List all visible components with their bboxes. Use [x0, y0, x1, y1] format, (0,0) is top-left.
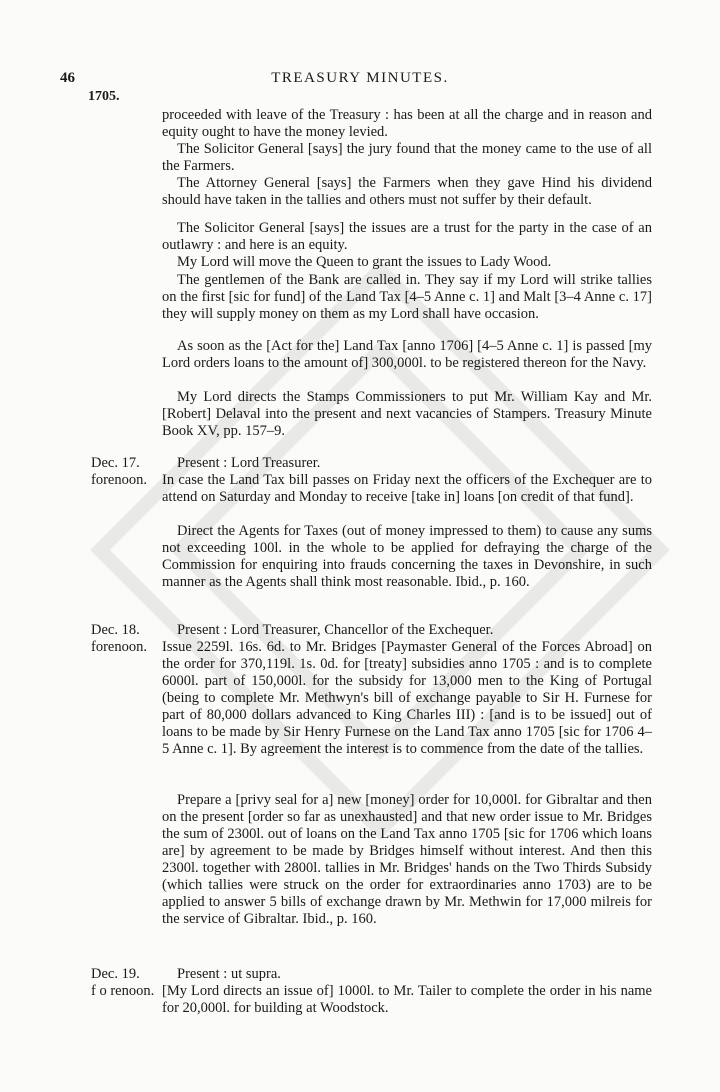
present-heading: Present : Lord Treasurer, Chancellor of the Exchequer. — [177, 622, 494, 638]
paragraph-2: The Solicitor General [says] the jury found that the money came to the use of all the Farmers. — [162, 141, 652, 174]
year-label: 1705. — [88, 89, 120, 104]
paragraph-10: Direct the Agents for Taxes (out of money impressed to them) to cause any sums not exceeding 100l. in the whole to be applied for defraying the charge of the Commission for enquiring into frauds concerning the taxes in Devonshire, in such manner as the Agents shall think most reasonable. Ibid., p. 160. — [162, 523, 652, 590]
paragraph-9: In case the Land Tax bill passes on Friday next the officers of the Exchequer are to attend on Saturday and Monday to receive [take in] loans [on credit of that fund]. — [162, 472, 652, 505]
paragraph-13: [My Lord directs an issue of] 1000l. to Mr. Tailer to complete the order in his name for 20,000l. for building at Woodstock. — [162, 983, 652, 1016]
paragraph-5: My Lord will move the Queen to grant the issues to Lady Wood. — [177, 254, 552, 270]
page-number: 46 — [60, 70, 75, 86]
margin-date: Dec. 19. — [91, 966, 140, 982]
margin-date: Dec. 18. — [91, 622, 140, 638]
paragraph-4: The Solicitor General [says] the issues are a trust for the party in the case of an outlawry : and here is an equity. — [162, 220, 652, 253]
paragraph-6: The gentlemen of the Bank are called in. They say if my Lord will strike tallies on the first [sic for fund] of the Land Tax [4–5 Anne c. 1] and Malt [3–4 Anne c. 17] they will supply money on them as my Lord shall have occasion. — [162, 272, 652, 322]
present-heading: Present : Lord Treasurer. — [177, 455, 321, 471]
margin-date: Dec. 17. — [91, 455, 140, 471]
margin-time: f o renoon. — [91, 983, 155, 999]
margin-time: forenoon. — [91, 639, 147, 655]
paragraph-8: My Lord directs the Stamps Commissioners to put Mr. William Kay and Mr. [Robert] Delaval into the present and next vacancies of Stampers. Treasury Minute Book XV, pp. 157–9. — [162, 389, 652, 439]
paragraph-3: The Attorney General [says] the Farmers when they gave Hind his dividend should have taken in the tallies and others must not suffer by their default. — [162, 175, 652, 208]
paragraph-11: Issue 2259l. 16s. 6d. to Mr. Bridges [Paymaster General of the Forces Abroad] on the order for 370,119l. 1s. 0d. for [treaty] subsidies anno 1705 : and is to complete 6000l. part of 150,000l. for the subsidy for 13,000 men to the King of Portugal (being to complete Mr. Methwyn's bill of exchange payable to Sir H. Furnese for part of 80,000 dollars advanced to King Charles III) : [and is to be issued] out of loans to be made by Sir Henry Furnese on the Land Tax anno 1705 [sic for 1706 4–5 Anne c. 1]. By agreement the interest is to commence from the date of the tallies. — [162, 639, 652, 757]
paragraph-1: proceeded with leave of the Treasury : has been at all the charge and in reason and equity ought to have the money levied. — [162, 107, 652, 140]
paragraph-7: As soon as the [Act for the] Land Tax [anno 1706] [4–5 Anne c. 1] is passed [my Lord orders loans to the amount of] 300,000l. to be registered thereon for the Navy. — [162, 338, 652, 371]
running-title: TREASURY MINUTES. — [271, 70, 449, 86]
paragraph-12: Prepare a [privy seal for a] new [money] order for 10,000l. for Gibraltar and then on the present [order so far as unexhausted] and that new order issue to Mr. Bridges the sum of 2300l. out of loans on the Land Tax anno 1705 [sic for 1706 which loans are] by agreement to be made by Bridges himself without interest. And then this 2300l. together with 2800l. tallies in Mr. Bridges' hands on the Two Thirds Subsidy (which tallies were struck on the order for extraordinaries anno 1703) are to be applied to answer 5 bills of exchange drawn by Mr. Methwin for 17,000 milreis for the service of Gibraltar. Ibid., p. 160. — [162, 792, 652, 927]
present-heading: Present : ut supra. — [177, 966, 281, 982]
margin-time: forenoon. — [91, 472, 147, 488]
